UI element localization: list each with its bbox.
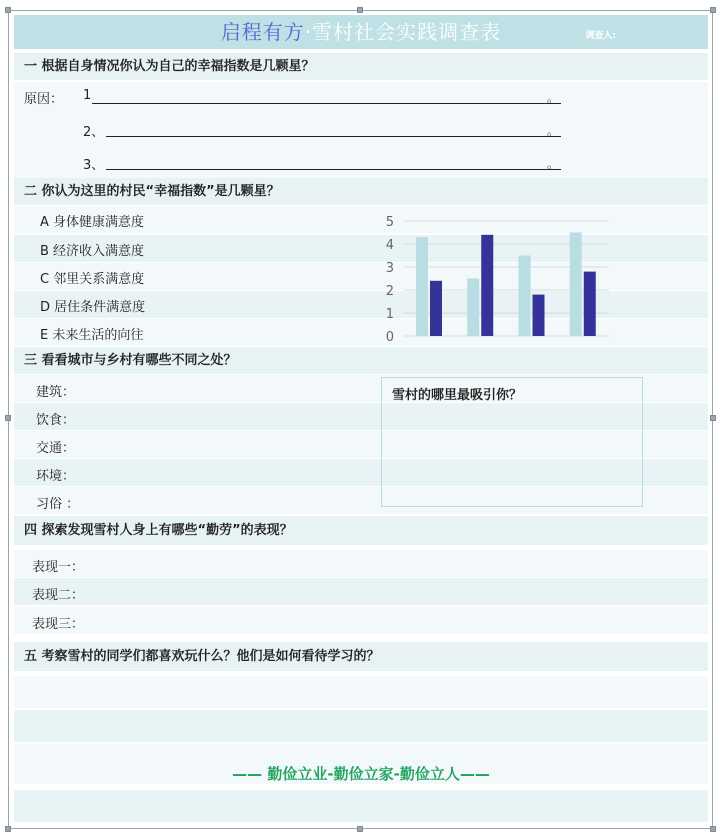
chart-bar — [416, 237, 428, 336]
attraction-box[interactable] — [381, 377, 643, 507]
section5-heading: 五 考察雪村的同学们都喜欢玩什么？他们是如何看待学习的？ — [14, 642, 708, 671]
section1-body — [14, 82, 708, 178]
end-mark: 。 — [547, 124, 560, 138]
resize-handle[interactable] — [710, 7, 716, 13]
title-bar — [14, 15, 708, 49]
end-mark: 。 — [547, 91, 560, 105]
chart-ytick-label: 5 — [385, 215, 394, 230]
section3-heading: 三 看看城市与乡村有哪些不同之处？ — [14, 347, 708, 374]
blank-answer-row[interactable] — [14, 790, 708, 822]
resize-handle[interactable] — [357, 826, 363, 832]
resize-handle[interactable] — [710, 826, 716, 832]
chart-bar — [481, 235, 493, 336]
chart-bar — [570, 233, 582, 337]
rating-item-a: A 身体健康满意度 — [40, 215, 145, 230]
chart-ytick-label: 3 — [385, 261, 394, 276]
answer-line-2[interactable] — [106, 136, 561, 137]
section1-heading: 一 根据自身情况你认为自己的幸福指数是几颗星？ — [14, 53, 708, 80]
rating-item-c: C 邻里关系满意度 — [40, 272, 145, 287]
chart-bar — [430, 281, 442, 336]
resize-handle[interactable] — [5, 415, 11, 421]
resize-handle[interactable] — [5, 826, 11, 832]
reason-label: 原因： — [24, 92, 64, 107]
section2-heading: 二 你认为这里的村民“幸福指数”是几颗星？ — [14, 178, 708, 205]
resize-handle[interactable] — [357, 7, 363, 13]
compare-item-custom: 习俗 ： — [36, 497, 80, 512]
chart-ytick-label: 2 — [385, 284, 394, 299]
performance-item-1: 表现一： — [32, 560, 85, 575]
footer-slogan: —— 勤俭立业-勤俭立家-勤俭立人—— — [232, 765, 490, 783]
section4-heading: 四 探索发现雪村人身上有哪些“勤劳”的表现？ — [14, 516, 708, 545]
blank-answer-row[interactable] — [14, 710, 708, 742]
end-mark: 。 — [547, 157, 560, 171]
resize-handle[interactable] — [710, 415, 716, 421]
answer-line-3[interactable] — [106, 169, 561, 170]
chart-ytick-label: 1 — [385, 307, 394, 322]
performance-item-3: 表现三： — [32, 617, 85, 632]
page-title — [221, 20, 501, 44]
chart-bar — [584, 272, 596, 336]
reason-item-3: 3、 — [83, 158, 105, 173]
rating-bar-chart — [374, 211, 614, 346]
section4-row — [14, 607, 708, 634]
rating-item-d: D 居住条件满意度 — [40, 300, 146, 315]
rating-item-e: E 未来生活的向往 — [40, 328, 144, 343]
chart-bar — [519, 256, 531, 337]
survey-sheet — [14, 15, 708, 825]
performance-item-2: 表现二： — [32, 588, 85, 603]
investigator-label: 调查人: — [585, 31, 616, 41]
compare-item-environment: 环境： — [36, 469, 76, 484]
resize-handle[interactable] — [5, 7, 11, 13]
reason-item-2: 2、 — [83, 125, 105, 140]
compare-item-food: 饮食： — [36, 413, 76, 428]
chart-ytick-label: 4 — [385, 238, 394, 253]
chart-ytick-label: 0 — [385, 330, 394, 345]
answer-line-1[interactable] — [92, 103, 561, 104]
compare-item-building: 建筑： — [36, 385, 76, 400]
blank-answer-row[interactable] — [14, 676, 708, 708]
title-text: ·雪村社会实践调查表 — [304, 20, 502, 44]
rating-item-b: B 经济收入满意度 — [40, 244, 145, 259]
attraction-box-title: 雪村的哪里最吸引你？ — [392, 388, 523, 403]
chart-bar — [467, 279, 479, 337]
section4-row — [14, 550, 708, 577]
compare-item-traffic: 交通： — [36, 441, 76, 456]
section4-row — [14, 578, 708, 605]
title-brand: 启程有方 — [220, 20, 305, 44]
chart-bar — [533, 295, 545, 336]
reason-item-1: 1 — [83, 88, 92, 103]
